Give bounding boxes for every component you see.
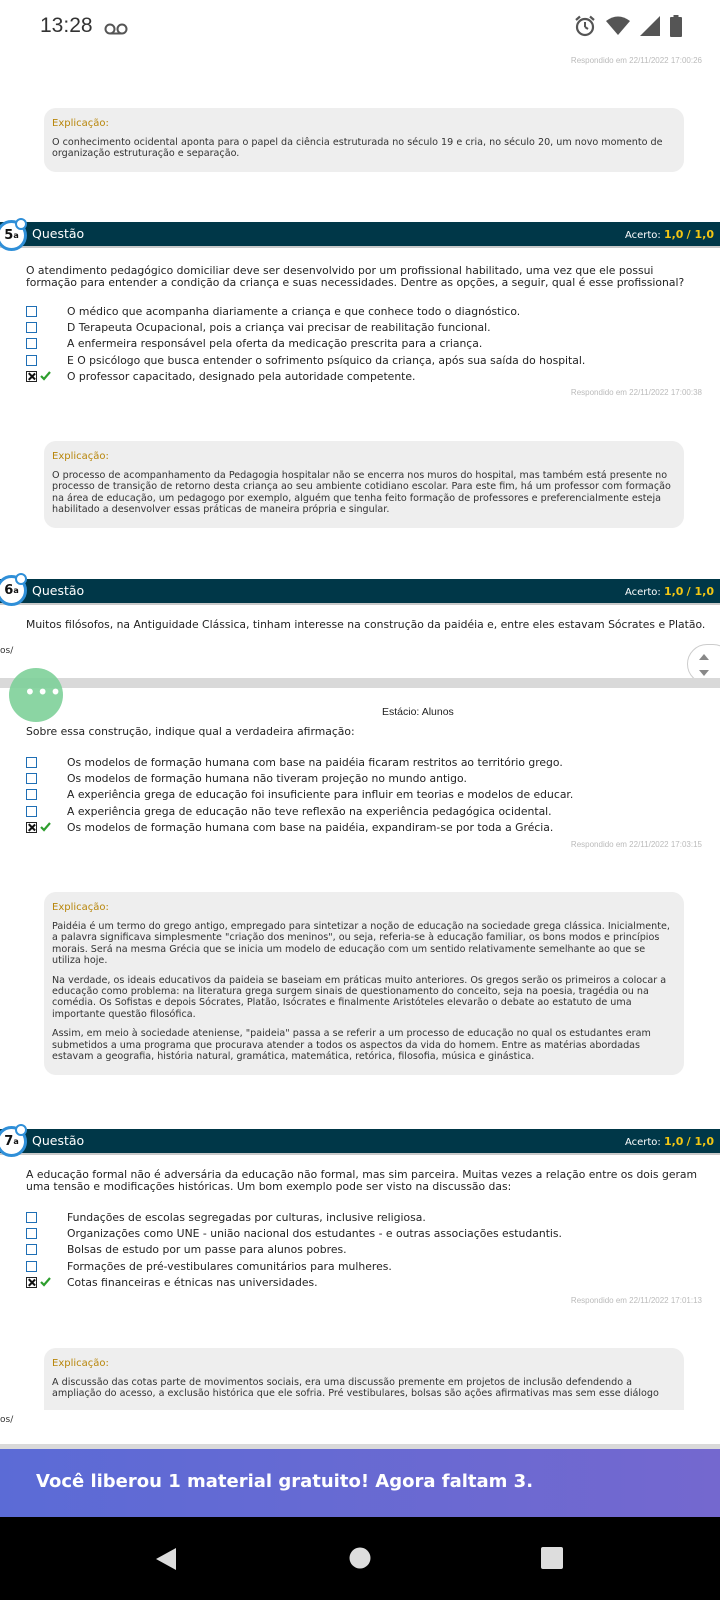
question-number-badge: 6 a: [0, 575, 27, 606]
question-score: Acerto: 1,0 / 1,0: [624, 1135, 714, 1148]
option-selected[interactable]: O professor capacitado, designado pela autoridade competente.: [26, 370, 706, 386]
option-checkbox[interactable]: [26, 1261, 37, 1272]
options-list: [26, 1211, 706, 1292]
option-checkbox-checked[interactable]: [26, 371, 37, 382]
option[interactable]: Bolsas de estudo por um passe para alunos pobres.: [26, 1243, 706, 1259]
explanation-box: [44, 1348, 684, 1410]
status-bar: [0, 0, 720, 56]
answered-timestamp: Respondido em 22/11/2022 17:01:13: [570, 1296, 702, 1305]
option-checkbox[interactable]: [26, 806, 37, 817]
chevron-up-icon[interactable]: [698, 653, 710, 661]
voicemail-icon: [104, 20, 128, 39]
option-checkbox[interactable]: [26, 1212, 37, 1223]
option[interactable]: Formações de pré-vestibulares comunitários para mulheres.: [26, 1260, 706, 1276]
explanation-text: O conhecimento ocidental aponta para o papel da ciência estruturada no século 19 e cria, no século 20, um novo momento de organização estruturação e separação.: [52, 137, 663, 160]
explanation-text: Paidéia é um termo do grego antigo, empregado para sintetizar a noção de educação na sociedade grega clássica. Inicialmente, a palavra significava simplesmente "criação dos meninos", ou seja, referia-se à educação familiar, os bons modos e princípios morais. Será na mesma Grécia que se inicia um modelo de educação com um sentido relativamente semelhante ao que se utiliza hoje.: [52, 921, 670, 967]
option[interactable]: Fundações de escolas segregadas por culturas, inclusive religiosa.: [26, 1211, 706, 1227]
question-label: Questão: [32, 1133, 85, 1148]
answered-timestamp: Respondido em 22/11/2022 17:00:26: [570, 56, 702, 65]
options-list: [26, 305, 706, 386]
question-label: Questão: [32, 226, 85, 241]
option[interactable]: Organizações como UNE - união nacional dos estudantes - e outras associações estudantis.: [26, 1227, 706, 1243]
explanation-box: [44, 108, 684, 172]
site-label: Estácio: Alunos: [382, 706, 454, 718]
option[interactable]: A experiência grega de educação não teve reflexão na experiência pedagógica ocidental.: [26, 805, 706, 821]
option[interactable]: A experiência grega de educação foi insuficiente para influir em teorias e modelos de educar.: [26, 788, 706, 804]
status-icons: [574, 15, 682, 37]
answered-timestamp: Respondido em 22/11/2022 17:00:38: [570, 388, 702, 397]
question-header: [0, 1129, 720, 1155]
page-cut-text: os/: [0, 1415, 14, 1425]
option[interactable]: Os modelos de formação humana não tiveram projeção no mundo antigo.: [26, 772, 706, 788]
question-score: Acerto: 1,0 / 1,0: [624, 228, 714, 241]
option-checkbox[interactable]: [26, 322, 37, 333]
explanation-title: Explicação:: [52, 1358, 109, 1369]
option-selected[interactable]: Os modelos de formação humana com base na paidéia, expandiram-se por toda a Grécia.: [26, 821, 706, 837]
more-icon: •••: [24, 680, 63, 704]
question-text-continued: Sobre essa construção, indique qual a verdadeira afirmação:: [26, 725, 355, 738]
question-number-badge: 7 a: [0, 1126, 27, 1157]
recents-icon[interactable]: [541, 1547, 563, 1569]
chat-button[interactable]: [9, 668, 63, 722]
status-time: 13:28: [40, 14, 93, 37]
option-checkbox[interactable]: [26, 355, 37, 366]
wifi-icon: [606, 16, 630, 36]
signal-icon: [640, 16, 660, 36]
answered-timestamp: Respondido em 22/11/2022 17:03:15: [570, 840, 702, 849]
back-icon[interactable]: [154, 1547, 178, 1571]
battery-icon: [670, 15, 682, 37]
question-header: [0, 579, 720, 605]
option[interactable]: O médico que acompanha diariamente a criança e que conhece todo o diagnóstico.: [26, 305, 706, 321]
explanation-box: [44, 441, 684, 528]
options-list: [26, 756, 706, 837]
option[interactable]: E O psicólogo que busca entender o sofrimento psíquico da criança, após sua saída do hospital.: [26, 354, 706, 370]
explanation-box: [44, 892, 684, 1075]
explanation-title: Explicação:: [52, 118, 109, 129]
chevron-down-icon[interactable]: [698, 669, 710, 677]
question-header: [0, 222, 720, 248]
question-score: Acerto: 1,0 / 1,0: [624, 585, 714, 598]
option-checkbox[interactable]: [26, 1228, 37, 1239]
explanation-text: Assim, em meio à sociedade ateniense, "paideia" passa a se referir a um processo de educação no qual os estudantes eram submetidos a uma programa que procurava atender a todos os aspectos da vida do homem. Entre as matérias abordadas estavam a geografia, história natural, gramática, matemática, retórica, filosofia, música e ginástica.: [52, 1028, 651, 1063]
explanation-title: Explicação:: [52, 902, 109, 913]
explanation-text: Na verdade, os ideais educativos da paideia se baseiam em práticas muito anteriores. Os gregos serão os primeiros a colocar a educação como problema: na literatura grega surgem sinais de questionamento do conceito, seja na poesia, tragédia ou na comédia. Os Sofistas e depois Sócrates, Platão, Isócrates e finalmente Aristóteles elevarão o debate ao estatuto de uma importante questão filosófica.: [52, 974, 667, 1020]
option-checkbox-checked[interactable]: [26, 822, 37, 833]
check-icon: [40, 1277, 51, 1287]
option-checkbox[interactable]: [26, 773, 37, 784]
navigation-bar: [0, 1517, 720, 1600]
option-checkbox[interactable]: [26, 306, 37, 317]
explanation-title: Explicação:: [52, 451, 109, 462]
check-icon: [40, 822, 51, 832]
option-checkbox[interactable]: [26, 789, 37, 800]
option[interactable]: D Terapeuta Ocupacional, pois a criança vai precisar de reabilitação funcional.: [26, 321, 706, 337]
question-text: O atendimento pedagógico domiciliar deve ser desenvolvido por um profissional habilitado, uma vez que ele possui formação para entender a condição da criança e suas necessidades. Dentre as opções, a seguir, qual é esse profissional?: [26, 264, 685, 289]
page-cut-text: os/: [0, 646, 14, 656]
question-number-badge: 5 a: [0, 220, 27, 251]
free-material-banner[interactable]: [0, 1449, 720, 1517]
question-text: A educação formal não é adversária da educação não formal, mas sim parceira. Muitas vezes a relação entre os dois geram uma tensão e modificações históricas. Um bom exemplo pode ser visto na discussão das:: [26, 1168, 698, 1193]
page-break: [0, 678, 720, 688]
option[interactable]: Os modelos de formação humana com base na paidéia ficaram restritos ao território grego.: [26, 756, 706, 772]
option-selected[interactable]: Cotas financeiras e étnicas nas universidades.: [26, 1276, 706, 1292]
home-icon[interactable]: [349, 1547, 371, 1569]
banner-text: Você liberou 1 material gratuito! Agora faltam 3.: [36, 1471, 534, 1492]
option-checkbox-checked[interactable]: [26, 1277, 37, 1288]
check-icon: [40, 371, 51, 381]
question-text: Muitos filósofos, na Antiguidade Clássica, tinham interesse na construção da paidéia e, entre eles estavam Sócrates e Platão.: [26, 618, 706, 631]
explanation-text: A discussão das cotas parte de movimentos sociais, era uma discussão premente em projetos de inclusão defendendo a ampliação do acesso, a exclusão histórica que ele sofria. Pré vestibulares, bolsas são ações afirmativas mas sem esse diálogo: [52, 1377, 659, 1400]
option-checkbox[interactable]: [26, 338, 37, 349]
option-checkbox[interactable]: [26, 757, 37, 768]
option-checkbox[interactable]: [26, 1244, 37, 1255]
alarm-icon: [574, 15, 596, 37]
option[interactable]: A enfermeira responsável pela oferta da medicação prescrita para a criança.: [26, 337, 706, 353]
explanation-text: O processo de acompanhamento da Pedagogia hospitalar não se encerra nos muros do hospital, mas também está presente no processo de transição de retorno desta criança ao seu ambiente cotidiano escolar. Para este fim, há um professor com formação na área de educação, um pedagogo por exemplo, alguém que tenha feito formação de professores e preferencialmente esteja habilitado a desenvolver essas práticas de maneira própria e singular.: [52, 470, 671, 516]
question-label: Questão: [32, 583, 85, 598]
